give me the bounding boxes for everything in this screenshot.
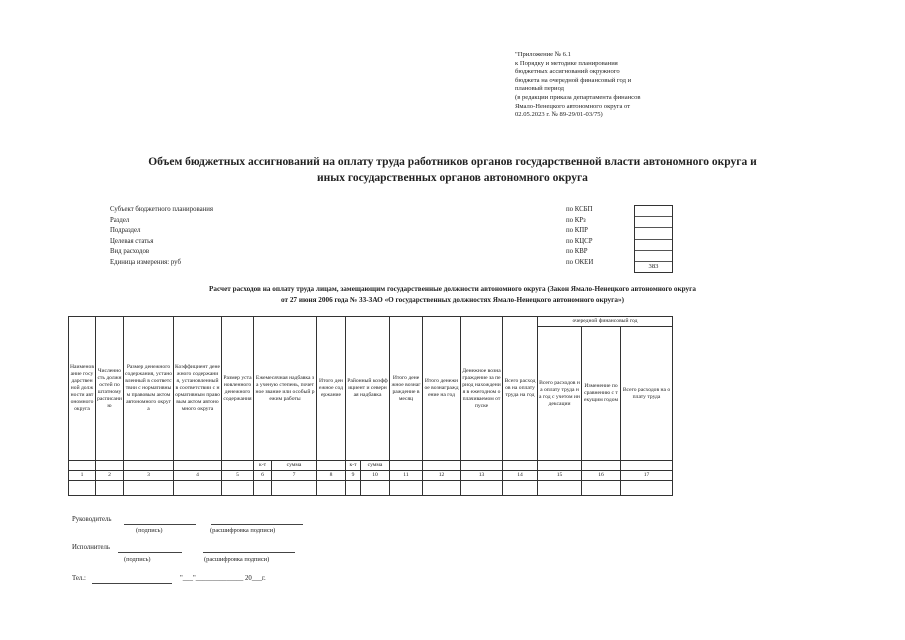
sub-header-cell: к-т [346,461,361,471]
sub-header-cell: к-т [254,461,272,471]
sub-header-cell: сумма [272,461,317,471]
column-number: 5 [222,471,254,481]
column-number: 10 [361,471,390,481]
header-cell: Численность должностей по штатному расписанию [96,317,124,461]
meta-label: Субъект бюджетного планирования [110,206,214,213]
decode-caption: (расшифровка подписи) [204,556,270,563]
appendix-line: Ямало-Ненецкого автономного округа от [515,102,631,110]
header-cell: Итого денежное вознаграждение на год [423,317,461,461]
column-number: 13 [461,471,503,481]
column-number: 4 [174,471,222,481]
document-title [40,154,865,186]
meta-label: Целевая статья [110,237,154,245]
code-box [634,205,673,273]
code-cell [635,251,672,262]
column-number: 11 [390,471,423,481]
header-cell: Всего расходов на оплату труда на год с учетом индексации [538,327,582,461]
date-text: "___"______________ 20___г. [180,575,266,582]
table-row [69,481,673,496]
code-cell [635,228,672,239]
title-line-1: Объем бюджетных ассигнований на оплату труда работников органов государственной власти автономного округа и [148,156,757,168]
column-number: 3 [124,471,174,481]
meta-code: по КВР [566,248,588,255]
phone-label: Тел.: [72,575,86,582]
executor-decode-line [203,552,295,553]
meta-code: по КСБП [566,206,593,213]
title-line-2: иных государственных органов автономного округа [317,172,588,184]
code-cell: 383 [648,262,659,270]
meta-label: Единица измерения: руб [110,258,181,266]
appendix-line: (в редакции приказа департамента финансов [515,93,641,101]
column-number: 1 [69,471,96,481]
column-number: 12 [423,471,461,481]
column-number: 16 [582,471,621,481]
meta-code: по КПР [566,227,588,234]
meta-label: Подраздел [110,227,141,234]
signature-caption: (подпись) [124,556,151,563]
executor-signature-line [118,552,182,553]
code-cell [635,217,672,228]
head-label: Руководитель [72,516,112,523]
period-header: очередной финансовый год [538,317,673,327]
column-number: 7 [272,471,317,481]
head-signature-line [124,524,196,525]
executor-label: Исполнитель [72,544,111,551]
header-cell: Районный коэффициент и северная надбавка [346,317,390,461]
column-number: 15 [538,471,582,481]
code-cell [635,240,672,251]
head-decode-line [211,524,303,525]
header-cell: Коэффициент денежного содержания, установленный в соответствии с нормативным правовым актом автономного округа [174,317,222,461]
column-number: 17 [621,471,673,481]
signature-caption: (подпись) [136,527,163,534]
appendix-line: бюджета на очередной финансовый год и [515,76,632,84]
header-cell: Изменение по сравнению с текущим годом [582,327,621,461]
meta-label: Вид расходов [110,248,150,255]
calculation-table [68,316,673,496]
appendix-line: плановый период [515,85,565,93]
column-number: 14 [503,471,538,481]
header-cell: Всего расходов на оплату труда [621,327,673,461]
subtitle-line-1: Расчет расходов на оплату труда лицам, замещающим государственные должности автономного округа (Закон Ямало-Ненецкого автономного округа [208,285,697,293]
code-cell [635,206,672,217]
header-cell: Итого денежное содержание [317,317,346,461]
column-number: 8 [317,471,346,481]
phone-line [92,583,172,584]
appendix-line: к Порядку и методике планирования [515,59,618,67]
appendix-note [515,51,690,120]
header-cell: Денежное вознаграждение за период нахождения в ежегодном оплачиваемом отпуске [461,317,503,461]
column-number: 2 [96,471,124,481]
meta-code: по КЦСР [566,237,593,245]
subtitle-line-2: от 27 июня 2006 года № 33-ЗАО «О государственных должностях Ямало-Ненецкого автономного округа») [281,296,624,304]
sub-header-cell: сумма [361,461,390,471]
decode-caption: (расшифровка подписи) [210,527,276,534]
header-cell: Наименование государственной должности автономного округа [69,317,96,461]
meta-code: по ОКЕИ [566,258,594,266]
meta-code: по КРз [566,216,586,224]
column-number: 6 [254,471,272,481]
appendix-line: "Приложение № 6.1 [515,51,571,58]
appendix-line: бюджетных ассигнований окружного [515,68,620,76]
header-cell: Размер денежного содержания, установленный в соответствии с нормативным правовым актом автономного округа [124,317,174,461]
table-subtitle [80,284,825,306]
header-cell: Размер установленного денежного содержания [222,317,254,461]
header-cell: Ежемесячная надбавка за ученую степень, почетное звание или особый режим работы [254,317,317,461]
header-cell: Всего расходов на оплату труда на год [503,317,538,461]
appendix-line: 02.05.2023 г. № 89-29/01-03/75) [515,111,603,119]
header-cell: Итого денежное вознаграждение в месяц [390,317,423,461]
column-number: 9 [346,471,361,481]
meta-label: Раздел [110,216,130,224]
